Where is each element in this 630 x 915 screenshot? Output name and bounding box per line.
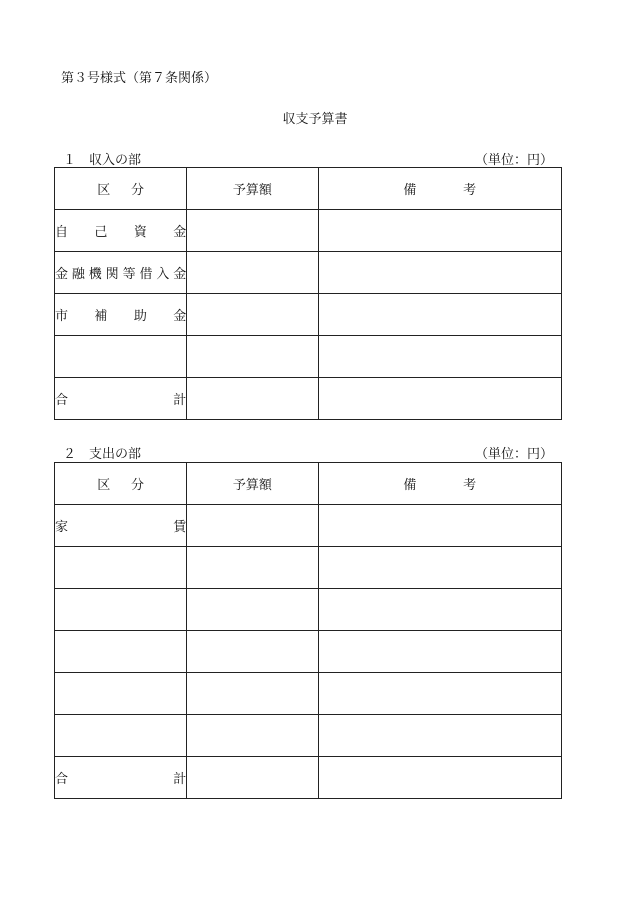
expense-remarks-cell[interactable] xyxy=(318,715,562,757)
expense-row xyxy=(55,505,562,547)
income-remarks-cell[interactable] xyxy=(318,336,562,378)
income-row xyxy=(55,210,562,252)
expense-category-cell[interactable] xyxy=(55,547,187,589)
expense-category-cell[interactable] xyxy=(55,589,187,631)
income-total-remarks-cell[interactable] xyxy=(318,378,562,420)
income-header-category: 区分 xyxy=(55,168,187,210)
income-amount-cell[interactable] xyxy=(187,336,318,378)
expense-header-row xyxy=(55,463,562,505)
income-category-cell: 自己資金 xyxy=(55,210,187,252)
expense-remarks-cell[interactable] xyxy=(318,589,562,631)
expense-row xyxy=(55,631,562,673)
income-remarks-cell[interactable] xyxy=(318,210,562,252)
expense-amount-cell[interactable] xyxy=(187,505,318,547)
expense-row xyxy=(55,673,562,715)
expense-amount-cell[interactable] xyxy=(187,547,318,589)
income-section-header xyxy=(63,149,553,167)
expense-category-cell[interactable] xyxy=(55,673,187,715)
income-header-remarks: 備考 xyxy=(318,168,562,210)
expense-category-cell[interactable] xyxy=(55,715,187,757)
expense-total-label: 合計 xyxy=(55,757,187,799)
expense-amount-cell[interactable] xyxy=(187,631,318,673)
expense-header-category: 区分 xyxy=(55,463,187,505)
expense-section-title: ２ 支出の部 xyxy=(63,447,142,462)
expense-category-cell[interactable] xyxy=(55,631,187,673)
income-row xyxy=(55,252,562,294)
income-header-amount: 予算額 xyxy=(187,168,318,210)
expense-total-row xyxy=(55,757,562,799)
expense-amount-cell[interactable] xyxy=(187,715,318,757)
form-number: 第３号様式（第７条関係） xyxy=(61,71,218,86)
income-section-title: １ 収入の部 xyxy=(63,153,142,168)
expense-table xyxy=(54,462,562,799)
income-total-row xyxy=(55,378,562,420)
income-unit-label: （単位：円） xyxy=(474,153,553,168)
income-amount-cell[interactable] xyxy=(187,252,318,294)
expense-amount-cell[interactable] xyxy=(187,673,318,715)
income-row xyxy=(55,294,562,336)
income-category-cell: 市補助金 xyxy=(55,294,187,336)
income-amount-cell[interactable] xyxy=(187,294,318,336)
expense-total-remarks-cell[interactable] xyxy=(318,757,562,799)
expense-row xyxy=(55,547,562,589)
expense-amount-cell[interactable] xyxy=(187,589,318,631)
expense-header-remarks: 備考 xyxy=(318,463,562,505)
expense-remarks-cell[interactable] xyxy=(318,631,562,673)
income-amount-cell[interactable] xyxy=(187,210,318,252)
income-header-row xyxy=(55,168,562,210)
income-total-label: 合計 xyxy=(55,378,187,420)
expense-row xyxy=(55,589,562,631)
income-row xyxy=(55,336,562,378)
expense-remarks-cell[interactable] xyxy=(318,505,562,547)
expense-remarks-cell[interactable] xyxy=(318,673,562,715)
expense-total-amount-cell[interactable] xyxy=(187,757,318,799)
income-remarks-cell[interactable] xyxy=(318,252,562,294)
income-table xyxy=(54,167,562,420)
expense-section-header xyxy=(63,443,553,461)
income-remarks-cell[interactable] xyxy=(318,294,562,336)
income-category-cell[interactable] xyxy=(55,336,187,378)
expense-row xyxy=(55,715,562,757)
income-category-cell: 金融機関等借入金 xyxy=(55,252,187,294)
expense-category-cell: 家賃 xyxy=(55,505,187,547)
expense-header-amount: 予算額 xyxy=(187,463,318,505)
expense-remarks-cell[interactable] xyxy=(318,547,562,589)
document-title: 収支予算書 xyxy=(282,112,348,127)
income-total-amount-cell[interactable] xyxy=(187,378,318,420)
expense-unit-label: （単位：円） xyxy=(474,447,553,462)
